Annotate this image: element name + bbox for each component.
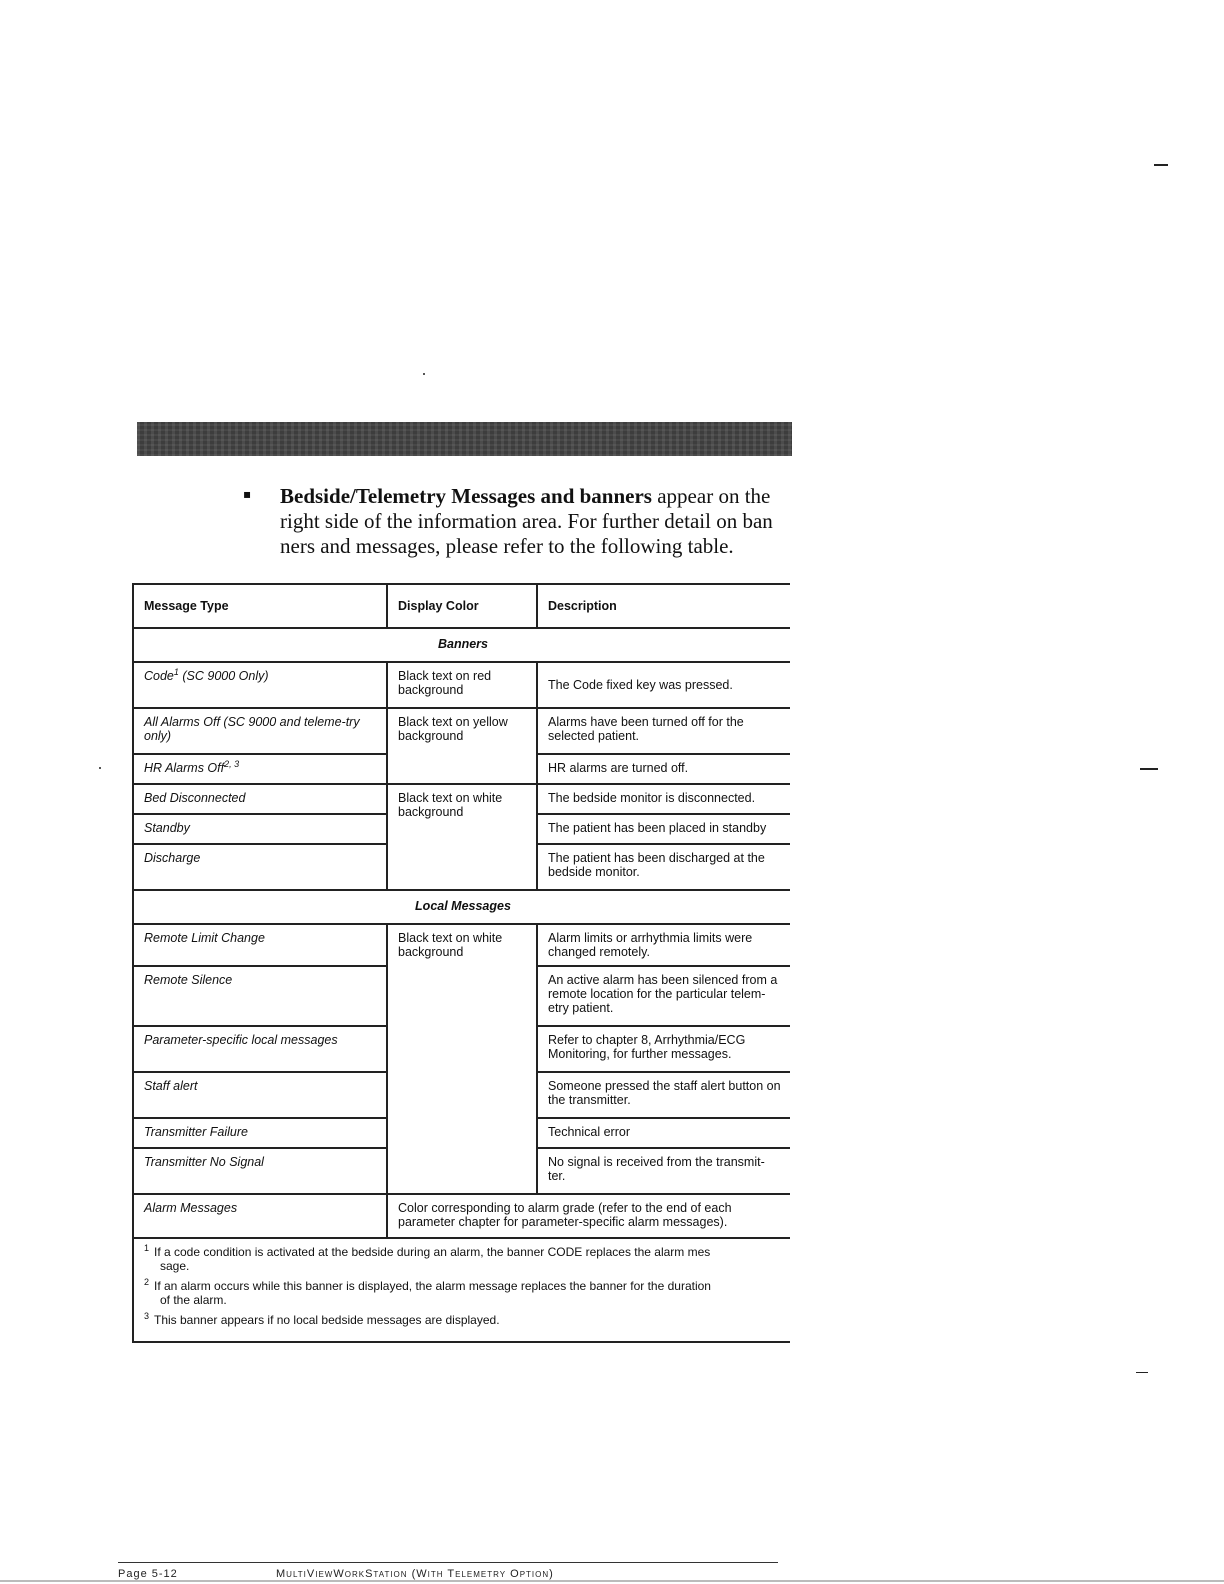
desc-all-alarms: Alarms have been turned off for the selected patient.	[537, 708, 790, 754]
square-bullet-icon: ▪	[243, 487, 252, 501]
section-row-local	[133, 890, 790, 924]
color-all-alarms: Black text on yellow background	[387, 708, 537, 784]
type-all-alarms: All Alarms Off (SC 9000 and teleme-try only)	[133, 708, 387, 754]
type-transmitter-no-signal: Transmitter No Signal	[133, 1148, 387, 1194]
table-row	[133, 784, 790, 814]
table-row	[133, 662, 790, 708]
section-local-messages: Local Messages	[133, 890, 790, 924]
footnote-3: 3 This banner appears if no local bedside messages are displayed.	[144, 1311, 500, 1327]
color-bed-disconnected: Black text on white background	[387, 784, 537, 890]
footnote-2: 2 If an alarm occurs while this banner is displayed, the alarm message replaces the banner for the duration of the alarm.	[144, 1277, 711, 1307]
footer-title: MultiViewWorkStation (With Telemetry Option)	[276, 1568, 554, 1580]
margin-mark	[1140, 768, 1158, 770]
section-row-banners	[133, 628, 790, 662]
message-table	[132, 583, 790, 1239]
table-row	[133, 924, 790, 966]
footer-rule	[118, 1562, 778, 1563]
header-description: Description	[537, 584, 790, 628]
header-message-type: Message Type	[133, 584, 387, 628]
scan-speck	[99, 767, 101, 769]
table-row	[133, 1194, 790, 1238]
intro-paragraph	[243, 484, 818, 559]
type-alarm-messages: Alarm Messages	[133, 1194, 387, 1238]
desc-standby: The patient has been placed in standby	[537, 814, 790, 844]
intro-line3: ners and messages, please refer to the following table.	[280, 534, 734, 558]
desc-remote-silence: An active alarm has been silenced from a remote location for the particular telem-etry patient.	[537, 966, 790, 1026]
desc-bed-disconnected: The bedside monitor is disconnected.	[537, 784, 790, 814]
desc-code: The Code fixed key was pressed.	[537, 662, 790, 708]
type-bed-disconnected: Bed Disconnected	[133, 784, 387, 814]
type-staff-alert: Staff alert	[133, 1072, 387, 1118]
desc-remote-limit: Alarm limits or arrhythmia limits were changed remotely.	[537, 924, 790, 966]
type-code: Code$^1$ (SC 9000 Only)	[133, 662, 387, 708]
color-code: Black text on red background	[387, 662, 537, 708]
table-header-row	[133, 584, 790, 628]
desc-transmitter-failure: Technical error	[537, 1118, 790, 1148]
type-discharge: Discharge	[133, 844, 387, 890]
desc-parameter-specific: Refer to chapter 8, Arrhythmia/ECG Monitoring, for further messages.	[537, 1026, 790, 1072]
intro-bold: Bedside/Telemetry Messages and banners	[280, 484, 652, 508]
desc-discharge: The patient has been discharged at the bedside monitor.	[537, 844, 790, 890]
type-transmitter-failure: Transmitter Failure	[133, 1118, 387, 1148]
intro-line1: appear on the	[651, 484, 771, 508]
table-footnotes	[132, 1239, 790, 1343]
type-remote-silence: Remote Silence	[133, 966, 387, 1026]
desc-staff-alert: Someone pressed the staff alert button on the transmitter.	[537, 1072, 790, 1118]
type-remote-limit: Remote Limit Change	[133, 924, 387, 966]
scan-speck	[423, 373, 425, 375]
section-header-bar	[137, 422, 792, 456]
footer-page-number: Page 5-12	[118, 1568, 178, 1580]
type-hr-alarms: HR Alarms Off$^{2, 3}$	[133, 754, 387, 784]
margin-mark	[1154, 164, 1168, 166]
footnote-1: 1 If a code condition is activated at the bedside during an alarm, the banner CODE replaces the alarm mes sage.	[144, 1243, 711, 1273]
desc-transmitter-no-signal: No signal is received from the transmit-ter.	[537, 1148, 790, 1194]
scan-edge-line	[0, 1580, 1224, 1582]
type-standby: Standby	[133, 814, 387, 844]
color-remote-limit: Black text on white background	[387, 924, 537, 1194]
header-display-color: Display Color	[387, 584, 537, 628]
section-banners: Banners	[133, 628, 790, 662]
desc-hr-alarms: HR alarms are turned off.	[537, 754, 790, 784]
intro-line2: right side of the information area. For further detail on ban	[280, 509, 773, 533]
message-table-frame	[132, 583, 790, 1378]
type-parameter-specific: Parameter-specific local messages	[133, 1026, 387, 1072]
color-alarm-messages: Color corresponding to alarm grade (refer to the end of each parameter chapter for parameter-specific alarm messages).	[387, 1194, 790, 1238]
margin-mark	[1136, 1372, 1148, 1373]
table-row	[133, 708, 790, 754]
